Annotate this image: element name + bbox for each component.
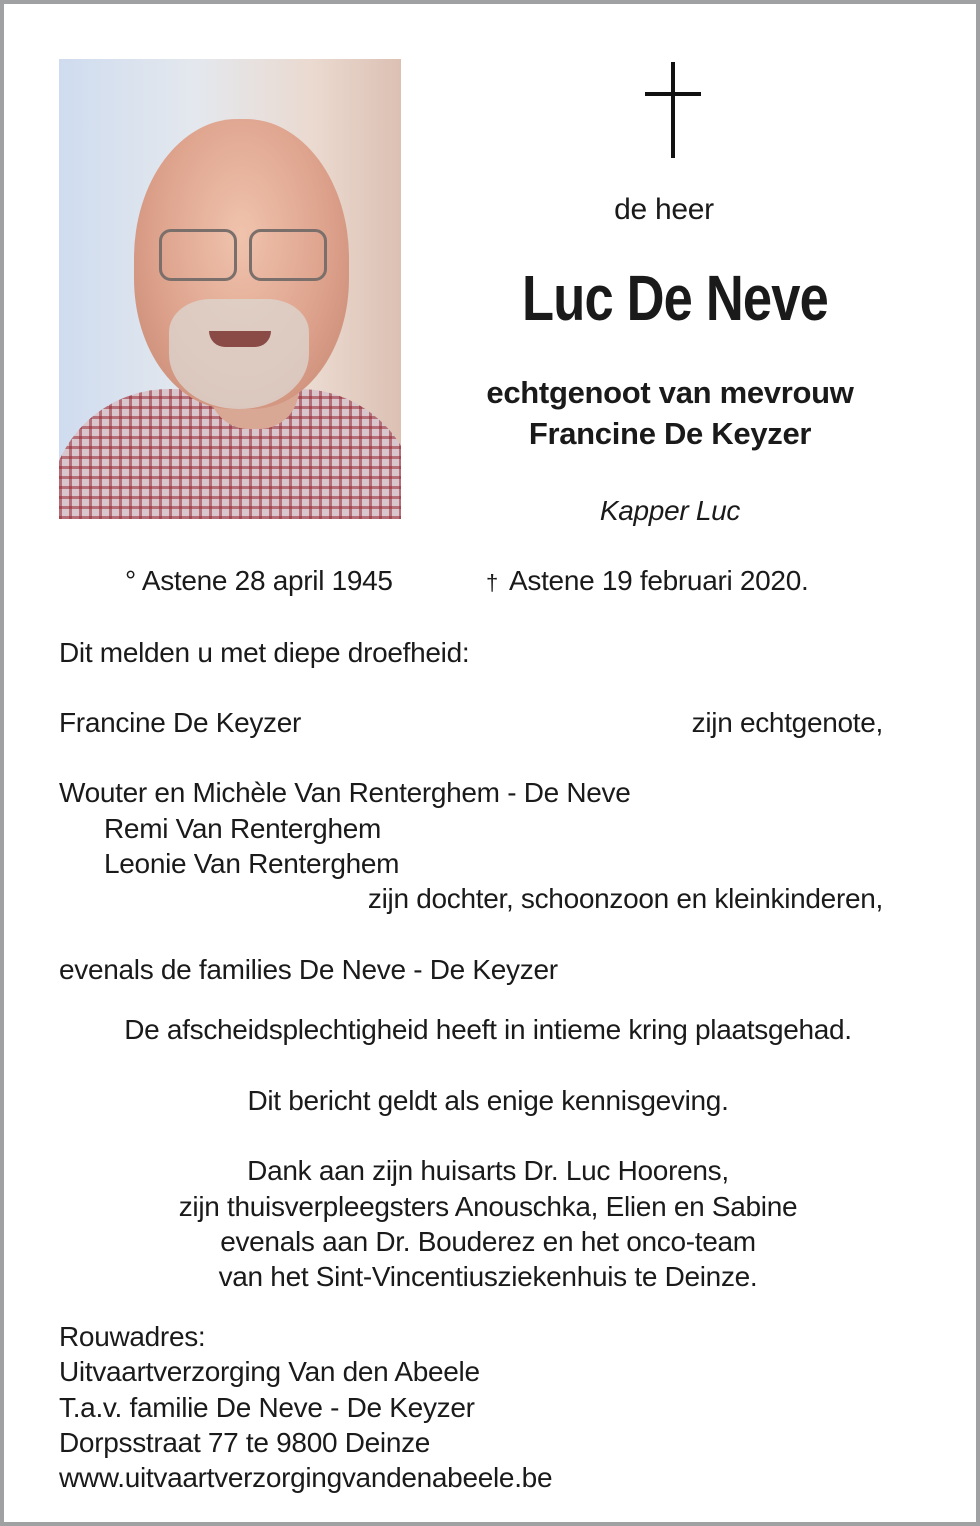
beard <box>169 299 309 409</box>
thanks-line: evenals aan Dr. Bouderez en het onco-team <box>220 1226 756 1257</box>
thanks-line: zijn thuisverpleegsters Anouschka, Elien en Sabine <box>178 1191 798 1222</box>
address-label: Rouwadres: <box>59 1321 206 1352</box>
death-symbol: † <box>486 570 498 595</box>
portrait-photo <box>59 59 401 519</box>
grandchild-2: Leonie Van Renterghem <box>104 848 400 879</box>
death-date: Astene 19 februari 2020. <box>509 565 809 596</box>
family-line: Wouter en Michèle Van Renterghem - De Neve <box>59 777 631 808</box>
title-prefix: de heer <box>614 193 714 226</box>
website-link[interactable]: www.uitvaartverzorgingvandenabeele.be <box>59 1462 553 1493</box>
ceremony-text: De afscheidsplechtigheid heeft in intieme kring plaatsgehad. <box>124 1014 852 1045</box>
spouse-line-1: echtgenoot van mevrouw <box>486 375 854 410</box>
thanks-line: Dank aan zijn huisarts Dr. Luc Hoorens, <box>247 1155 729 1186</box>
mouth <box>209 331 271 347</box>
nickname: Kapper Luc <box>599 495 741 526</box>
cross-icon <box>645 62 701 158</box>
grandchild-1: Remi Van Renterghem <box>104 813 382 844</box>
spouse-line-2: Francine De Keyzer <box>528 416 812 451</box>
address-line: Uitvaartverzorging Van den Abeele <box>59 1356 480 1387</box>
families-line: evenals de families De Neve - De Keyzer <box>59 954 558 985</box>
family-role: zijn dochter, schoonzoon en kleinkinderen, <box>367 883 883 914</box>
glasses-right <box>249 229 327 281</box>
address-line: Dorpsstraat 77 te 9800 Deinze <box>59 1427 431 1458</box>
thanks-line: van het Sint-Vincentiusziekenhuis te Deinze. <box>218 1261 758 1292</box>
deceased-name: Luc De Neve <box>522 262 828 334</box>
spouse-name: Francine De Keyzer <box>59 707 302 738</box>
address-line: T.a.v. familie De Neve - De Keyzer <box>59 1392 475 1423</box>
glasses-left <box>159 229 237 281</box>
birth-date: ° Astene 28 april 1945 <box>125 565 393 596</box>
notice-text: Dit bericht geldt als enige kennisgeving. <box>247 1085 729 1116</box>
intro-text: Dit melden u met diepe droefheid: <box>59 637 470 668</box>
spouse-role: zijn echtgenote, <box>691 707 883 738</box>
